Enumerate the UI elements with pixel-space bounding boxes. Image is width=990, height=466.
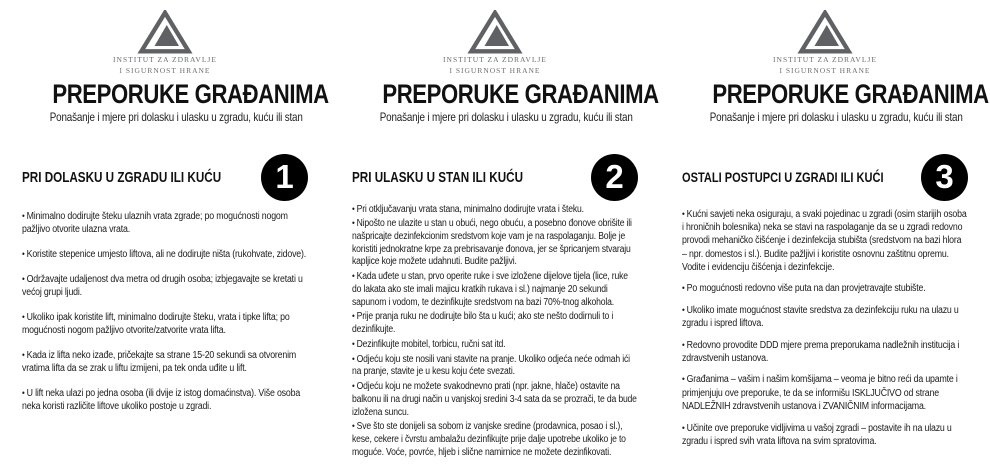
bullet-text: Ukoliko ipak koristite lift, minimalno dodirujte šteku, vrata i tipke lifta; po mogućnosti nogom pažljivo otvorite/zatvorite vrata lifta. <box>22 311 290 336</box>
bullet-item <box>682 282 968 295</box>
page-title: PREPORUKE GRAĐANIMA <box>52 78 329 109</box>
bullet-text: Sve što ste donijeli sa sobom iz vanjske sredine (prodavnica, posao i sl.), kese, cekere i čvrstu ambalažu dezinfikujte prije dalje upotrebe ukoliko je to moguće. Voće, povrće, hljeb i slične namirnice ne možete dezinfikovati. <box>352 421 626 458</box>
page-title: PREPORUKE GRAĐANIMA <box>712 78 989 109</box>
bullet-item <box>352 339 638 352</box>
bullet-item <box>352 421 638 459</box>
institute-name-line1: INSTITUT ZA ZDRAVLJE <box>443 55 547 64</box>
flyer-panel-2 <box>330 0 660 466</box>
bullet-text: Učinite ove preporuke vidljivima u vašoj zgradi – postavite ih na ulazu u zgradu i ispred svih vrata liftova na svim spratovima. <box>682 422 952 447</box>
bullet-list-3 <box>682 208 968 449</box>
bullet-marker: • <box>352 338 357 349</box>
bullet-marker: • <box>22 210 27 221</box>
bullet-item <box>682 339 968 366</box>
flyer-panel-1 <box>0 0 330 466</box>
bullet-item <box>22 248 308 261</box>
bullet-item <box>352 381 638 419</box>
bullet-marker: • <box>22 387 27 398</box>
bullet-marker: • <box>682 304 687 315</box>
step-number-badge-1: 1 <box>261 154 308 201</box>
bullet-marker: • <box>682 208 687 219</box>
bullet-marker: • <box>22 248 27 259</box>
institute-name-line2: I SIGURNOST HRANE <box>119 65 211 75</box>
bullet-text: Koristite stepenice umjesto liftova, ali ne dodirujte ništa (rukohvate, zidove). <box>26 248 307 260</box>
bullet-list-2 <box>352 204 638 460</box>
bullet-marker: • <box>352 203 357 214</box>
bullet-item <box>682 422 968 449</box>
bullet-marker: • <box>352 381 357 392</box>
bullet-list-1 <box>22 210 308 413</box>
triangle-logo-icon <box>137 10 193 54</box>
bullet-item <box>352 271 638 309</box>
bullet-item <box>682 208 968 275</box>
bullet-text: Kućni savjeti neka osiguraju, a svaki pojedinac u zgradi (osim starijih osoba i hroničnih bolesnika) neka se stavi na raspolaganje da se u zgradi redovno provodi mehaničko čišćenje i dezinfekcija stubišta (sredstvom na bazi hlora – npr. domestos i sl.). Budite pažljivi i koristite osnovnu zaštitnu opremu. Vodite i evidenciju čišćenja i dezinfekcije. <box>682 208 967 274</box>
bullet-marker: • <box>22 349 27 360</box>
bullet-item <box>352 311 638 336</box>
bullet-marker: • <box>682 283 687 294</box>
bullet-text: Pri otključavanju vrata stana, minimalno dodirujte vrata i šteku. <box>356 203 584 215</box>
bullet-item <box>352 204 638 217</box>
bullet-item <box>682 373 968 413</box>
flyer-panel-3 <box>660 0 990 466</box>
triangle-logo-icon <box>797 10 853 54</box>
section-heading-2: PRI ULASKU U STAN ILI KUĆU <box>352 169 524 186</box>
bullet-text: Ukoliko imate mogućnost stavite sredstva za dezinfekciju ruku na ulazu u zgradu i ispred liftova. <box>682 304 959 330</box>
bullet-text: Prije pranja ruku ne dodirujte bilo šta u kući; ako ste nešto dodirnuli to i dezinfikujte. <box>352 311 614 336</box>
bullet-text: Minimalno dodirujte šteku ulaznih vrata zgrade; po mogućnosti nogom pažljivo otvorite ulazna vrata. <box>22 210 288 235</box>
bullet-text: Odjeću koju ste nosili vani stavite na pranje. Ukoliko odjeća neće odmah ići na pranje, stavite je u kesu koju ćete svezati. <box>352 353 630 378</box>
bullet-item <box>22 349 308 375</box>
bullet-marker: • <box>352 271 357 282</box>
bullet-item <box>22 273 308 299</box>
institute-name-line1: INSTITUT ZA ZDRAVLJE <box>113 55 217 64</box>
bullet-text: Održavajte udaljenost dva metra od drugih osoba; izbjegavajte se kretati u većoj grupi ljudi. <box>22 273 303 298</box>
bullet-item <box>22 210 308 236</box>
section-heading-3: OSTALI POSTUPCI U ZGRADI ILI KUĆI <box>682 169 884 185</box>
bullet-item <box>22 387 308 413</box>
bullet-item <box>352 218 638 269</box>
bullet-marker: • <box>682 339 687 350</box>
section-heading-1: PRI DOLASKU U ZGRADU ILI KUĆU <box>22 169 222 186</box>
institute-name-line2: I SIGURNOST HRANE <box>449 65 541 75</box>
bullet-text: Građanima – vašim i našim komšijama – veoma je bitno reći da upamte i primjenjuju ove preporuke, te da se informišu ISKLJUČIVO od strane NADLEŽNIH zdravstvenih ustanova i ZVANIČNIM informacijama. <box>682 374 958 413</box>
page-subtitle: Ponašanje i mjere pri dolasku i ulasku u zgradu, kuću ili stan <box>379 109 633 124</box>
bullet-marker: • <box>22 273 27 284</box>
bullet-text: Po mogućnosti redovno više puta na dan provjetravajte stubište. <box>686 283 926 295</box>
page-subtitle: Ponašanje i mjere pri dolasku i ulasku u zgradu, kuću ili stan <box>49 109 303 124</box>
bullet-marker: • <box>352 218 357 229</box>
page-title: PREPORUKE GRAĐANIMA <box>382 78 659 109</box>
bullet-text: Odjeću koju ne možete svakodnevno prati (npr. jakne, hlače) ostavite na balkonu ili na drugi način u vanjskoj sredini 3-4 sata da se prozrači, te da bude izložena suncu. <box>352 381 637 418</box>
bullet-text: Nipošto ne ulazite u stan u obući, nego obuću, a posebno đonove obrišite ili našpricajte dezinfekcionim sredstvom koje vam je na raspolaganju. Bolje je koristiti jednokratne krpe za prebrisavanje đonova, jer se špricanjem stvaraju kapljice koje možete udahnuti. Budite pažljivi. <box>352 218 632 268</box>
institute-logo <box>352 10 638 76</box>
bullet-text: Kada iz lifta neko izađe, pričekajte sa strane 15-20 sekundi sa otvorenim vratima lifta da se zrak u liftu izmijeni, pa tek onda uđite u lift. <box>22 349 297 374</box>
triangle-logo-icon <box>467 10 523 54</box>
institute-name-line1: INSTITUT ZA ZDRAVLJE <box>773 55 877 64</box>
institute-logo <box>22 10 308 76</box>
step-number-badge-3: 3 <box>921 154 968 201</box>
step-number-badge-2: 2 <box>591 154 638 201</box>
institute-logo <box>682 10 968 76</box>
bullet-text: U lift neka ulazi po jedna osoba (ili dvije iz istog domaćinstva). Više osoba neka koristi različite liftove ukoliko postoje u zgradi. <box>22 387 301 412</box>
bullet-item <box>352 354 638 379</box>
bullet-marker: • <box>682 374 687 385</box>
institute-name-line2: I SIGURNOST HRANE <box>779 65 871 75</box>
bullet-marker: • <box>352 353 357 364</box>
bullet-marker: • <box>22 311 27 322</box>
bullet-marker: • <box>352 311 357 322</box>
bullet-marker: • <box>352 421 357 432</box>
section-heading-row <box>682 154 968 202</box>
bullet-text: Dezinfikujte mobitel, torbicu, ručni sat itd. <box>356 338 506 350</box>
section-heading-row <box>352 154 638 202</box>
bullet-text: Redovno provodite DDD mjere prema preporukama nadležnih institucija i zdravstvenih ustanova. <box>682 339 960 365</box>
bullet-item <box>22 311 308 337</box>
page-subtitle: Ponašanje i mjere pri dolasku i ulasku u zgradu, kuću ili stan <box>709 109 963 124</box>
bullet-marker: • <box>682 422 687 433</box>
bullet-item <box>682 304 968 331</box>
bullet-text: Kada uđete u stan, prvo operite ruke i sve izložene dijelove tijela (lice, ruke do lakata ako ste imali majicu kratkih rukava i sl.) najmanje 20 sekundi sapunom i vodom, te dezinfikujte sredstvom na bazi 70%-tnog alkohola. <box>352 271 628 308</box>
section-heading-row <box>22 154 308 202</box>
